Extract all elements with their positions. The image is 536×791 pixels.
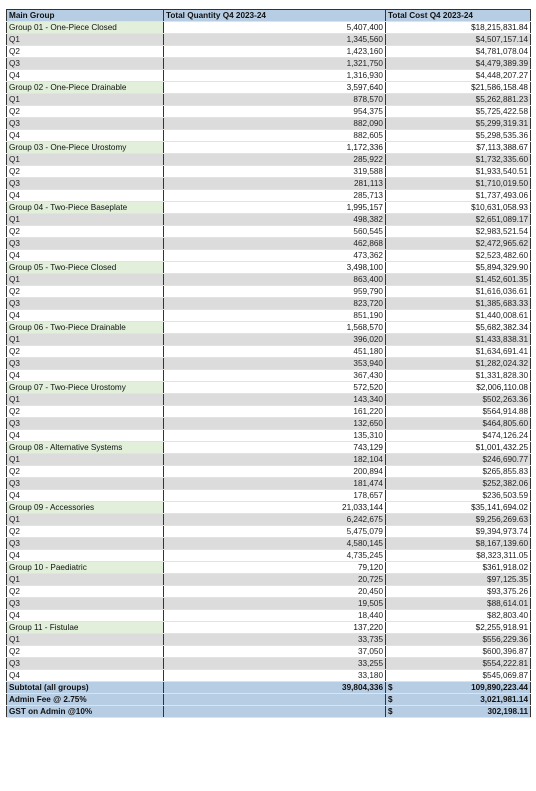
quarter-cost-cell[interactable]: $2,983,521.54 [386,226,531,238]
quarter-label-cell[interactable]: Q4 [7,430,164,442]
group-quantity-cell[interactable]: 5,407,400 [164,22,386,34]
quarter-quantity-cell[interactable]: 353,940 [164,358,386,370]
quarter-row [7,490,531,502]
quarter-row [7,94,531,106]
quarter-row [7,118,531,130]
group-cost-cell[interactable]: $2,006,110.08 [386,382,531,394]
group-row [7,562,531,574]
group-row [7,442,531,454]
quarter-quantity-cell[interactable]: 181,474 [164,478,386,490]
group-name-cell[interactable]: Group 07 - Two-Piece Urostomy [7,382,164,394]
group-row [7,82,531,94]
quarter-cost-cell[interactable]: $554,222.81 [386,658,531,670]
quarter-cost-cell[interactable]: $4,507,157.14 [386,34,531,46]
quarter-row [7,430,531,442]
quarter-cost-cell[interactable]: $88,614.01 [386,598,531,610]
quarter-row [7,574,531,586]
quarter-cost-cell[interactable]: $464,805.60 [386,418,531,430]
quarter-cost-cell[interactable]: $1,634,691.41 [386,346,531,358]
quarter-label-cell[interactable]: Q4 [7,490,164,502]
currency-symbol: $ [388,707,393,716]
quarter-label-cell[interactable]: Q3 [7,358,164,370]
quarter-label-cell[interactable]: Q2 [7,166,164,178]
quarter-quantity-cell[interactable]: 473,362 [164,250,386,262]
quarter-quantity-cell[interactable]: 1,345,560 [164,34,386,46]
quarter-row [7,598,531,610]
quarter-row [7,166,531,178]
header-total-quantity[interactable]: Total Quantity Q4 2023-24 [164,10,386,22]
group-cost-cell[interactable]: $5,682,382.34 [386,322,531,334]
quarter-row [7,646,531,658]
quarter-row [7,514,531,526]
quarter-quantity-cell[interactable]: 882,605 [164,130,386,142]
total-amount: 302,198.11 [487,707,528,716]
quarter-cost-cell[interactable]: $265,855.83 [386,466,531,478]
quarter-cost-cell[interactable]: $2,651,089.17 [386,214,531,226]
group-name-cell[interactable]: Group 08 - Alternative Systems [7,442,164,454]
quarter-label-cell[interactable]: Q2 [7,286,164,298]
quarter-row [7,550,531,562]
quarter-label-cell[interactable]: Q1 [7,34,164,46]
quarter-cost-cell[interactable]: $252,382.06 [386,478,531,490]
quarter-row [7,286,531,298]
quarter-label-cell[interactable]: Q3 [7,538,164,550]
header-total-cost[interactable]: Total Cost Q4 2023-24 [386,10,531,22]
quarter-label-cell[interactable]: Q2 [7,526,164,538]
quarter-row [7,178,531,190]
quarter-cost-cell[interactable]: $5,299,319.31 [386,118,531,130]
quarter-label-cell[interactable]: Q4 [7,70,164,82]
quarter-row [7,466,531,478]
quarter-cost-cell[interactable]: $236,503.59 [386,490,531,502]
quarter-label-cell[interactable]: Q3 [7,298,164,310]
group-quantity-cell[interactable]: 1,172,336 [164,142,386,154]
group-row [7,22,531,34]
quarter-row [7,346,531,358]
header-main-group[interactable]: Main Group [7,10,164,22]
quarter-quantity-cell[interactable]: 285,922 [164,154,386,166]
quarter-cost-cell[interactable]: $82,803.40 [386,610,531,622]
quarter-label-cell[interactable]: Q2 [7,586,164,598]
group-row [7,502,531,514]
quarter-cost-cell[interactable]: $1,433,838.31 [386,334,531,346]
group-quantity-cell[interactable]: 3,597,640 [164,82,386,94]
quarter-label-cell[interactable]: Q1 [7,334,164,346]
total-row [7,682,531,694]
currency-symbol: $ [388,695,393,704]
quarter-row [7,478,531,490]
group-quantity-cell[interactable]: 79,120 [164,562,386,574]
quarter-label-cell[interactable]: Q2 [7,406,164,418]
group-name-cell[interactable]: Group 09 - Accessories [7,502,164,514]
quarter-label-cell[interactable]: Q4 [7,310,164,322]
quarter-quantity-cell[interactable]: 1,316,930 [164,70,386,82]
quarter-row [7,130,531,142]
group-quantity-cell[interactable]: 1,995,157 [164,202,386,214]
group-name-cell[interactable]: Group 03 - One-Piece Urostomy [7,142,164,154]
quarter-cost-cell[interactable]: $564,914.88 [386,406,531,418]
quarter-quantity-cell[interactable]: 319,588 [164,166,386,178]
quarter-row [7,394,531,406]
group-name-cell[interactable]: Group 04 - Two-Piece Baseplate [7,202,164,214]
total-label-cell[interactable]: Subtotal (all groups) [7,682,164,694]
quarter-quantity-cell[interactable]: 367,430 [164,370,386,382]
quarter-row [7,334,531,346]
quarter-quantity-cell[interactable]: 178,657 [164,490,386,502]
group-cost-cell[interactable]: $361,918.02 [386,562,531,574]
group-row [7,262,531,274]
quarter-cost-cell[interactable]: $93,375.26 [386,586,531,598]
quarter-row [7,238,531,250]
quarter-quantity-cell[interactable]: 1,423,160 [164,46,386,58]
quarter-row [7,358,531,370]
quarter-row [7,226,531,238]
group-cost-cell[interactable]: $2,255,918.91 [386,622,531,634]
group-name-cell[interactable]: Group 10 - Paediatric [7,562,164,574]
quarter-quantity-cell[interactable]: 878,570 [164,94,386,106]
quarter-label-cell[interactable]: Q1 [7,274,164,286]
quarter-label-cell[interactable]: Q4 [7,190,164,202]
quarter-quantity-cell[interactable]: 823,720 [164,298,386,310]
quarter-cost-cell[interactable]: $1,710,019.50 [386,178,531,190]
group-quantity-cell[interactable]: 137,220 [164,622,386,634]
quarter-quantity-cell[interactable]: 20,450 [164,586,386,598]
quarter-cost-cell[interactable]: $8,167,139.60 [386,538,531,550]
group-name-cell[interactable]: Group 02 - One-Piece Drainable [7,82,164,94]
quarter-quantity-cell[interactable]: 33,735 [164,634,386,646]
quarter-row [7,610,531,622]
quarter-quantity-cell[interactable]: 19,505 [164,598,386,610]
quarter-label-cell[interactable]: Q1 [7,454,164,466]
quarter-cost-cell[interactable]: $1,933,540.51 [386,166,531,178]
group-cost-cell[interactable]: $10,631,058.93 [386,202,531,214]
quarter-quantity-cell[interactable]: 143,340 [164,394,386,406]
group-cost-cell[interactable]: $7,113,388.67 [386,142,531,154]
quarter-label-cell[interactable]: Q3 [7,178,164,190]
quarter-quantity-cell[interactable]: 200,894 [164,466,386,478]
quarter-quantity-cell[interactable]: 285,713 [164,190,386,202]
cost-summary-table [6,9,531,718]
group-name-cell[interactable]: Group 06 - Two-Piece Drainable [7,322,164,334]
quarter-label-cell[interactable]: Q3 [7,418,164,430]
quarter-label-cell[interactable]: Q1 [7,154,164,166]
quarter-row [7,454,531,466]
quarter-label-cell[interactable]: Q1 [7,394,164,406]
quarter-cost-cell[interactable]: $1,282,024.32 [386,358,531,370]
quarter-label-cell[interactable]: Q3 [7,598,164,610]
quarter-cost-cell[interactable]: $4,479,389.39 [386,58,531,70]
group-row [7,142,531,154]
quarter-cost-cell[interactable]: $502,263.36 [386,394,531,406]
quarter-label-cell[interactable]: Q4 [7,610,164,622]
quarter-label-cell[interactable]: Q1 [7,634,164,646]
quarter-cost-cell[interactable]: $1,440,008.61 [386,310,531,322]
group-row [7,622,531,634]
quarter-label-cell[interactable]: Q1 [7,514,164,526]
quarter-row [7,250,531,262]
total-quantity-cell[interactable]: 39,804,336 [164,682,386,694]
quarter-quantity-cell[interactable]: 451,180 [164,346,386,358]
quarter-label-cell[interactable]: Q3 [7,238,164,250]
quarter-label-cell[interactable]: Q1 [7,214,164,226]
quarter-quantity-cell[interactable]: 959,790 [164,286,386,298]
quarter-cost-cell[interactable]: $9,256,269.63 [386,514,531,526]
quarter-cost-cell[interactable]: $5,298,535.36 [386,130,531,142]
quarter-label-cell[interactable]: Q2 [7,106,164,118]
quarter-row [7,670,531,682]
quarter-label-cell[interactable]: Q3 [7,658,164,670]
quarter-label-cell[interactable]: Q2 [7,46,164,58]
quarter-row [7,526,531,538]
quarter-label-cell[interactable]: Q1 [7,94,164,106]
quarter-row [7,46,531,58]
group-name-cell[interactable]: Group 01 - One-Piece Closed [7,22,164,34]
quarter-label-cell[interactable]: Q2 [7,466,164,478]
total-row [7,694,531,706]
group-cost-cell[interactable]: $21,586,158.48 [386,82,531,94]
total-quantity-cell[interactable] [164,694,386,706]
quarter-label-cell[interactable]: Q3 [7,118,164,130]
quarter-cost-cell[interactable]: $2,472,965.62 [386,238,531,250]
quarter-label-cell[interactable]: Q2 [7,226,164,238]
quarter-quantity-cell[interactable]: 560,545 [164,226,386,238]
quarter-quantity-cell[interactable]: 396,020 [164,334,386,346]
header-row [7,10,531,22]
quarter-cost-cell[interactable]: $600,396.87 [386,646,531,658]
group-quantity-cell[interactable]: 3,498,100 [164,262,386,274]
quarter-cost-cell[interactable]: $474,126.24 [386,430,531,442]
quarter-quantity-cell[interactable]: 498,382 [164,214,386,226]
quarter-cost-cell[interactable]: $1,452,601.35 [386,274,531,286]
quarter-quantity-cell[interactable]: 33,180 [164,670,386,682]
quarter-label-cell[interactable]: Q1 [7,574,164,586]
quarter-row [7,58,531,70]
quarter-quantity-cell[interactable]: 6,242,675 [164,514,386,526]
quarter-row [7,370,531,382]
quarter-cost-cell[interactable]: $8,323,311.05 [386,550,531,562]
group-cost-cell[interactable]: $5,894,329.90 [386,262,531,274]
quarter-label-cell[interactable]: Q4 [7,250,164,262]
quarter-row [7,190,531,202]
quarter-row [7,34,531,46]
quarter-row [7,418,531,430]
quarter-quantity-cell[interactable]: 18,440 [164,610,386,622]
group-quantity-cell[interactable]: 572,520 [164,382,386,394]
quarter-row [7,298,531,310]
quarter-quantity-cell[interactable]: 281,113 [164,178,386,190]
quarter-cost-cell[interactable]: $5,262,881.23 [386,94,531,106]
total-row [7,706,531,718]
quarter-row [7,406,531,418]
group-cost-cell[interactable]: $18,215,831.84 [386,22,531,34]
total-amount-cell[interactable] [386,706,531,718]
total-quantity-cell[interactable] [164,706,386,718]
quarter-cost-cell[interactable]: $545,069.87 [386,670,531,682]
total-label-cell[interactable]: Admin Fee @ 2.75% [7,694,164,706]
quarter-cost-cell[interactable]: $556,229.36 [386,634,531,646]
group-quantity-cell[interactable]: 21,033,144 [164,502,386,514]
quarter-label-cell[interactable]: Q3 [7,58,164,70]
quarter-cost-cell[interactable]: $9,394,973.74 [386,526,531,538]
group-row [7,382,531,394]
quarter-cost-cell[interactable]: $1,385,683.33 [386,298,531,310]
quarter-row [7,274,531,286]
quarter-quantity-cell[interactable]: 954,375 [164,106,386,118]
quarter-cost-cell[interactable]: $246,690.77 [386,454,531,466]
quarter-quantity-cell[interactable]: 863,400 [164,274,386,286]
group-quantity-cell[interactable]: 743,129 [164,442,386,454]
quarter-quantity-cell[interactable]: 20,725 [164,574,386,586]
quarter-label-cell[interactable]: Q2 [7,346,164,358]
currency-symbol: $ [388,683,393,692]
group-name-cell[interactable]: Group 05 - Two-Piece Closed [7,262,164,274]
group-quantity-cell[interactable]: 1,568,570 [164,322,386,334]
quarter-label-cell[interactable]: Q4 [7,550,164,562]
quarter-cost-cell[interactable]: $5,725,422.58 [386,106,531,118]
quarter-label-cell[interactable]: Q4 [7,370,164,382]
quarter-quantity-cell[interactable]: 132,650 [164,418,386,430]
quarter-label-cell[interactable]: Q3 [7,478,164,490]
quarter-quantity-cell[interactable]: 1,321,750 [164,58,386,70]
quarter-quantity-cell[interactable]: 37,050 [164,646,386,658]
quarter-row [7,106,531,118]
group-cost-cell[interactable]: $1,001,432.25 [386,442,531,454]
quarter-row [7,154,531,166]
total-amount: 3,021,981.14 [480,695,528,704]
quarter-quantity-cell[interactable]: 462,868 [164,238,386,250]
quarter-cost-cell[interactable]: $97,125.35 [386,574,531,586]
quarter-cost-cell[interactable]: $1,732,335.60 [386,154,531,166]
quarter-cost-cell[interactable]: $4,781,078.04 [386,46,531,58]
quarter-cost-cell[interactable]: $2,523,482.60 [386,250,531,262]
group-row [7,202,531,214]
quarter-row [7,658,531,670]
total-label-cell[interactable]: GST on Admin @10% [7,706,164,718]
group-name-cell[interactable]: Group 11 - Fistulae [7,622,164,634]
quarter-row [7,538,531,550]
quarter-quantity-cell[interactable]: 4,735,245 [164,550,386,562]
quarter-label-cell[interactable]: Q4 [7,670,164,682]
group-row [7,322,531,334]
quarter-cost-cell[interactable]: $1,331,828.30 [386,370,531,382]
quarter-quantity-cell[interactable]: 4,580,145 [164,538,386,550]
quarter-row [7,70,531,82]
total-amount-cell[interactable] [386,682,531,694]
quarter-quantity-cell[interactable]: 882,090 [164,118,386,130]
quarter-label-cell[interactable]: Q4 [7,130,164,142]
quarter-cost-cell[interactable]: $4,448,207.27 [386,70,531,82]
quarter-quantity-cell[interactable]: 161,220 [164,406,386,418]
quarter-quantity-cell[interactable]: 135,310 [164,430,386,442]
quarter-row [7,214,531,226]
quarter-row [7,634,531,646]
quarter-label-cell[interactable]: Q2 [7,646,164,658]
total-amount-cell[interactable] [386,694,531,706]
quarter-quantity-cell[interactable]: 182,104 [164,454,386,466]
group-cost-cell[interactable]: $35,141,694.02 [386,502,531,514]
quarter-quantity-cell[interactable]: 33,255 [164,658,386,670]
quarter-row [7,586,531,598]
quarter-quantity-cell[interactable]: 5,475,079 [164,526,386,538]
quarter-cost-cell[interactable]: $1,737,493.06 [386,190,531,202]
total-amount: 109,890,223.44 [471,683,528,692]
quarter-row [7,310,531,322]
quarter-quantity-cell[interactable]: 851,190 [164,310,386,322]
quarter-cost-cell[interactable]: $1,616,036.61 [386,286,531,298]
